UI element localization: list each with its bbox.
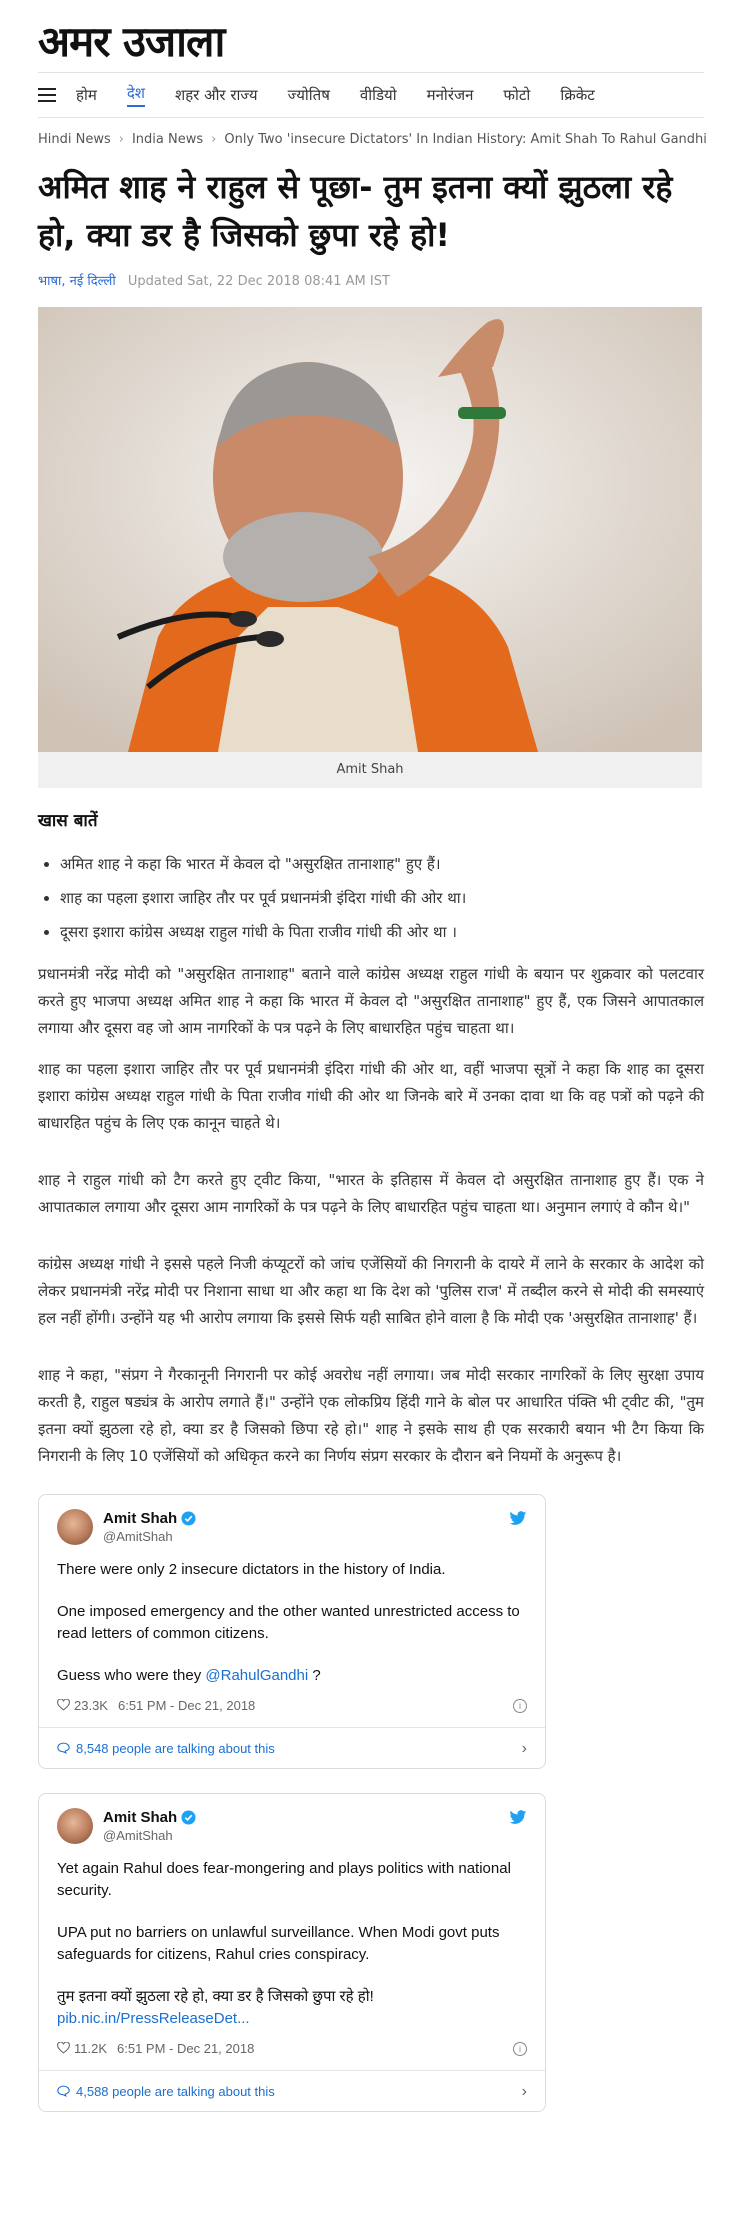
avatar[interactable]	[57, 1808, 93, 1844]
embedded-tweet[interactable]	[38, 1494, 546, 1769]
heart-icon[interactable]	[57, 2042, 70, 2054]
chevron-right-icon: ›	[521, 2083, 527, 2100]
tweet-text: Guess who were they	[57, 1667, 206, 1684]
tweet-text: ?	[308, 1667, 321, 1684]
tweet-timestamp[interactable]: 6:51 PM - Dec 21, 2018	[117, 2040, 255, 2056]
tweet-meta	[57, 2036, 527, 2060]
hero-image[interactable]	[38, 307, 702, 752]
tweet-conversation-link[interactable]	[39, 2070, 545, 2111]
tweet-author-name[interactable]	[103, 1510, 196, 1527]
nav-item-desh[interactable]: देश	[127, 83, 145, 107]
embedded-tweet[interactable]	[38, 1793, 546, 2112]
tweet-author-label: Amit Shah	[103, 1510, 178, 1527]
tweet-body	[57, 1858, 527, 2030]
breadcrumb-separator: ›	[211, 132, 217, 147]
breadcrumb	[38, 132, 707, 147]
breadcrumb-hindi-news[interactable]: Hindi News	[38, 132, 111, 147]
tweet-body	[57, 1559, 527, 1687]
tweet-timestamp[interactable]: 6:51 PM - Dec 21, 2018	[117, 1697, 256, 1713]
info-icon[interactable]: i	[513, 2042, 527, 2056]
tweet-line	[57, 1665, 527, 1687]
tweet-line: One imposed emergency and the other wanted unrestricted access to read letters of common citizens.	[57, 1603, 520, 1642]
breadcrumb-current: Only Two 'insecure Dictators' In Indian History: Amit Shah To Rahul Gandhi	[224, 132, 707, 147]
key-point: • दूसरा इशारा कांग्रेस अध्यक्ष राहुल गांधी के पिता राजीव गांधी की ओर था ।	[60, 917, 704, 947]
avatar[interactable]	[57, 1509, 93, 1545]
tweet-line: Yet again Rahul does fear-mongering and plays politics with national security.	[57, 1860, 511, 1899]
breadcrumb-separator: ›	[118, 132, 124, 147]
tweet-line: UPA put no barriers on unlawful surveillance. When Modi govt puts safeguards for citizens, Rahul cries conspiracy.	[57, 1924, 500, 1963]
tweet-external-link[interactable]: pib.nic.in/PressReleaseDet...	[57, 2010, 250, 2027]
tweet-handle[interactable]: @AmitShah	[103, 1828, 173, 1843]
chevron-right-icon: ›	[521, 1740, 527, 1757]
image-caption: Amit Shah	[38, 752, 702, 788]
nav-item-photo[interactable]: फोटो	[503, 86, 531, 104]
article-headline: अमित शाह ने राहुल से पूछा- तुम इतना क्यों झुठला रहे हो, क्या डर है जिसको छुपा रहे हो!	[38, 168, 673, 254]
tweet-line: There were only 2 insecure dictators in the history of India.	[57, 1561, 446, 1578]
tweet-text: तुम इतना क्यों झुठला रहे हो, क्या डर है जिसको छुपा रहे हो!	[57, 1988, 374, 2005]
main-nav	[38, 72, 704, 118]
tweet-mention-link[interactable]: @RahulGandhi	[205, 1667, 309, 1684]
twitter-bird-icon[interactable]	[509, 1511, 527, 1526]
article-paragraph: प्रधानमंत्री नरेंद्र मोदी को "असुरक्षित तानाशाह" बताने वाले कांग्रेस अध्यक्ष राहुल गांधी के बयान पर शुक्रवार को पलटवार करते हुए भाजपा अध्यक्ष अमित शाह ने कहा कि भारत में केवल दो "असुरक्षित तानाशाह" हुए हैं, एक जिसने आपातकाल लगाया और दूसरा वह जो आम नागरिकों के पत्र पढ़ने के लिए बाधारहित पहुंच चाहता था।	[38, 965, 704, 1037]
article-paragraph: कांग्रेस अध्यक्ष गांधी ने इससे पहले निजी कंप्यूटरों को जांच एजेंसियों की निगरानी के दायरे में लाने के सरकार के आदेश को लेकर प्रधानमंत्री नरेंद्र मोदी पर निशाना साधा था और कहा था कि देश को 'पुलिस राज' में तब्दील करने से मोदी की समस्याएं हल नहीं होंगी। उन्होंने यह भी आरोप लगाया कि इससे सिर्फ यही साबित होने वाला है कि मोदी एक 'असुरक्षित तानाशाह' हैं।	[38, 1255, 704, 1327]
tweet-handle[interactable]: @AmitShah	[103, 1529, 173, 1544]
photo-illustration	[38, 307, 702, 752]
nav-item-cricket[interactable]: क्रिकेट	[560, 86, 595, 104]
nav-item-astrology[interactable]: ज्योतिष	[287, 86, 330, 104]
tweet-talking-count: 8,548 people are talking about this	[76, 1740, 275, 1756]
byline-source[interactable]: भाषा, नई दिल्ली	[38, 274, 116, 289]
speech-bubble-icon	[57, 1742, 70, 1754]
nav-item-city-state[interactable]: शहर और राज्य	[175, 86, 258, 104]
twitter-bird-icon[interactable]	[509, 1810, 527, 1825]
hamburger-icon[interactable]	[38, 88, 56, 102]
key-points-title: खास बातें	[38, 811, 98, 831]
key-points-list	[38, 849, 704, 947]
nav-item-home[interactable]: होम	[76, 86, 97, 104]
nav-item-video[interactable]: वीडियो	[359, 86, 397, 104]
verified-badge-icon	[181, 1810, 196, 1825]
breadcrumb-india-news[interactable]: India News	[131, 132, 204, 147]
tweet-author-name[interactable]	[103, 1809, 196, 1826]
article-paragraph: शाह ने कहा, "संप्रग ने गैरकानूनी निगरानी पर कोई अवरोध नहीं लगाया। जब मोदी सरकार नागरिकों के लिए सुरक्षा उपाय करती है, राहुल षड्यंत्र के आरोप लगाते हैं।" उन्होंने एक लोकप्रिय हिंदी गाने के बोल पर आधारित पंक्ति भी ट्वीट की, "तुम इतना क्यों झुठला रहे हो, क्या डर है जिसको छिपा रहे हो।" शाह ने इसके साथ ही एक सरकारी बयान भी टैग किया कि निगरानी के लिए 10 एजेंसियों को अधिकृत करने का निर्णय संप्रग सरकार के दौरान बने नियमों के अनुरूप है।	[38, 1366, 704, 1465]
article-paragraph: शाह का पहला इशारा जाहिर तौर पर पूर्व प्रधानमंत्री इंदिरा गांधी की ओर था, वहीं भाजपा सूत्रों ने कहा कि शाह का दूसरा इशारा कांग्रेस अध्यक्ष राहुल गांधी के पिता राजीव गांधी की ओर था जिनके बारे में उनका दावा था कि वह पत्रों को पढ़ने की बाधारहित पहुंच के लिए एक कानून चाहते थे।	[38, 1060, 704, 1132]
nav-item-entertainment[interactable]: मनोरंजन	[426, 86, 474, 104]
site-logo[interactable]: अमर उजाला	[38, 17, 225, 66]
tweet-meta	[57, 1693, 527, 1717]
key-point: • शाह का पहला इशारा जाहिर तौर पर पूर्व प्रधानमंत्री इंदिरा गांधी की ओर था।	[60, 883, 704, 913]
heart-icon[interactable]	[57, 1699, 70, 1711]
tweet-conversation-link[interactable]	[39, 1727, 545, 1768]
verified-badge-icon	[181, 1511, 196, 1526]
tweet-talking-count: 4,588 people are talking about this	[76, 2083, 275, 2099]
key-point: • अमित शाह ने कहा कि भारत में केवल दो "असुरक्षित तानाशाह" हुए हैं।	[60, 849, 704, 879]
like-count[interactable]: 11.2K	[74, 2040, 108, 2056]
byline-updated: Updated Sat, 22 Dec 2018 08:41 AM IST	[127, 274, 390, 289]
tweet-author-label: Amit Shah	[103, 1809, 178, 1826]
like-count[interactable]: 23.3K	[74, 1697, 108, 1713]
info-icon[interactable]: i	[513, 1699, 527, 1713]
speech-bubble-icon	[57, 2085, 70, 2097]
content-column	[38, 0, 707, 2112]
tweet-line	[57, 1986, 527, 2030]
article-paragraph: शाह ने राहुल गांधी को टैग करते हुए ट्वीट किया, "भारत के इतिहास में केवल दो असुरक्षित तानाशाह हुए हैं। एक ने आपातकाल लगाया और दूसरा आम नागरिकों के पत्र पढ़ने के लिए बाधारहित पहुंच चाहता था। अनुमान लगाएं वे कौन थे।"	[38, 1171, 704, 1216]
byline	[38, 271, 704, 289]
